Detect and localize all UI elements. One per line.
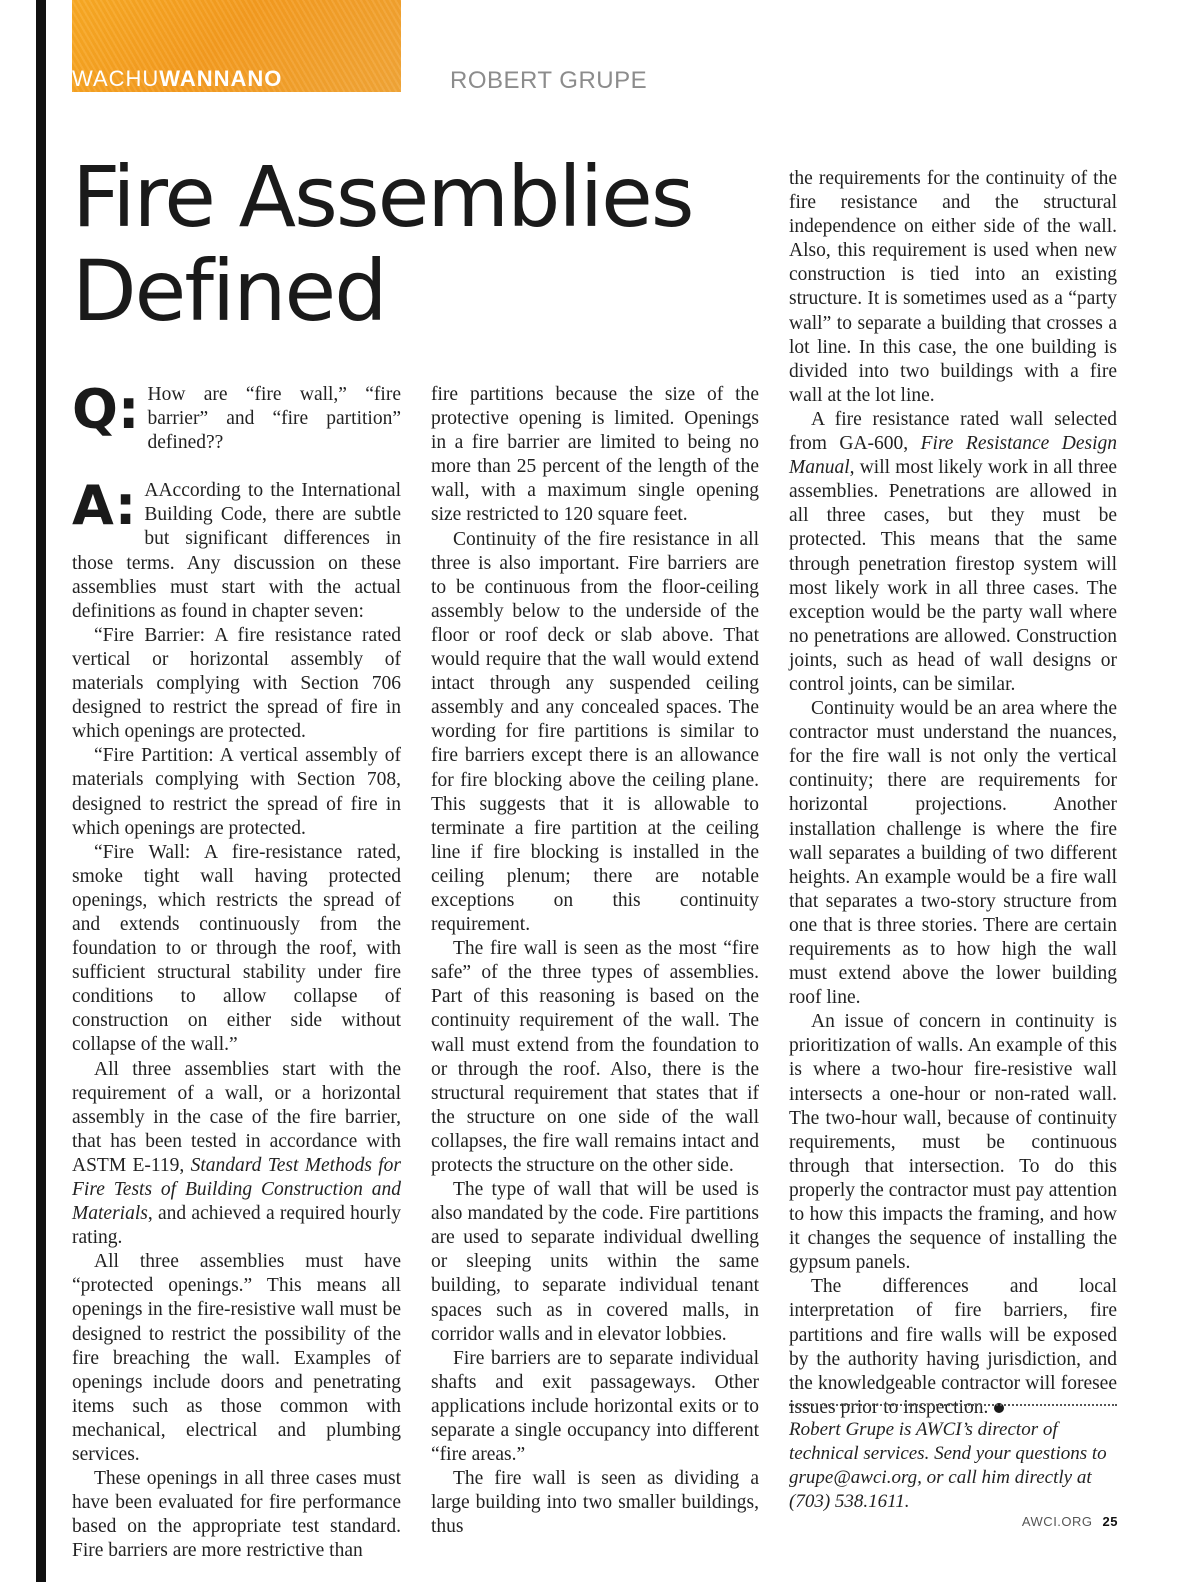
author-bio: Robert Grupe is AWCI’s director of technical services. Send your questions to grupe@awci.org, or call him directly at (703) 538.1611. <box>789 1419 1107 1512</box>
title-line-2: Defined <box>72 242 386 340</box>
all-three-text-b: , and achieved a required hourly rating. <box>72 1203 401 1249</box>
left-margin-bar <box>36 0 46 1582</box>
paragraph-ga600 <box>789 408 1117 697</box>
paragraph-dividing-continued: the requirements for the continuity of the fire resistance and the structural independence on either side of the wall. Also, this requirement is used when new construction is tied into an existing structure. It is sometimes used as a “party wall” to separate a building that crosses a lot line. In this case, the one building is divided into two buildings with a fire wall at the lot line. <box>789 168 1117 406</box>
text-column-2 <box>431 383 759 1540</box>
author-name: ROBERT GRUPE <box>450 67 648 94</box>
all-three-text-a: All three assemblies start with the requirement of a wall, or a horizontal assembly in the case of the fire barrier, that has been tested in accordance with ASTM E-119, <box>72 1058 401 1176</box>
astm-title: Standard Test Methods for Fire Tests of Building Construction and Materials <box>72 1154 401 1225</box>
paragraph-local-interpretation <box>789 1275 1117 1420</box>
q-letter: Q: <box>72 378 140 441</box>
paragraph-prioritization: An issue of concern in continuity is prioritization of walls. An example of this is where a two-hour fire-resistive wall intersects a one-hour or non-rated wall. The two-hour wall, because of continuity requirements, must be continuous through that intersection. To do this properly the contractor must pay attention to how this impacts the framing, and how it changes the sequence of installing the gypsum panels. <box>789 1011 1117 1274</box>
column-name-light: WACHU <box>72 66 160 91</box>
page-number: 25 <box>1102 1514 1118 1529</box>
paragraph-dividing: The fire wall is seen as dividing a large building into two smaller buildings, thus <box>431 1468 759 1538</box>
paragraph-continuity: Continuity of the fire resistance in all three is also important. Fire barriers are to be continuous from the floor-ceiling assembly below to the underside of the floor or roof deck or slab above. That would require that the wall would extend intact through any suspended ceiling assembly and any concealed spaces. The wording for fire partitions is similar to fire barriers except there is an allowance for fire blocking above the ceiling plane. This suggests that it is allowable to terminate a fire partition at the ceiling line if fire blocking is installed in the ceiling plenum; there are notable exceptions on this continuity requirement. <box>431 528 759 936</box>
local-text: The differences and local interpretation of fire barriers, fire partitions and fire walls will be exposed by the authority having jurisdiction, and the knowledgeable contractor will foresee issues prior to inspection. <box>789 1276 1117 1418</box>
paragraph-all-three <box>72 1058 401 1251</box>
column-header-band <box>72 0 401 92</box>
a-letter: A: <box>72 474 137 538</box>
ga600-text-b: , will most likely work in all three assemblies. Penetrations are allowed in all three cases, but they must be protected. This means that the same through penetration firestop system will most likely work in all three cases. The exception would be the party wall where no penetrations are allowed. Construction joints, such as head of wall designs or control joints, can be similar. <box>789 457 1117 695</box>
article-title <box>72 150 752 338</box>
question-block <box>72 378 401 455</box>
paragraph-most-fire-safe: The fire wall is seen as the most “fire safe” of the three types of assemblies. Part of this reasoning is based on the continuity requirement of the wall. The wall must extend from the foundation to or through the roof. Also, there is the structural requirement that states that if the structure on one side of the wall collapses, the fire wall remains intact and protects the structure on the other side. <box>431 938 759 1176</box>
paragraph-fire-partition: “Fire Partition: A vertical assembly of materials complying with Section 708, designed to restrict the spread of fire in which openings are protected. <box>72 745 401 839</box>
paragraph-evaluated-continued: fire partitions because the size of the protective opening is limited. Openings in a fire barrier are limited to being no more than 25 percent of the length of the wall, with a maximum single opening size restricted to 120 square feet. <box>431 384 759 526</box>
page-footer <box>1022 1514 1118 1529</box>
paragraph-wall-type: The type of wall that will be used is also mandated by the code. Fire partitions are used to separate individual dwelling or sleeping units within the same building, to separate individual tenant spaces such as in covered malls, in corridor walls and in elevator lobbies. <box>431 1179 759 1345</box>
paragraph-evaluated: These openings in all three cases must have been evaluated for fire performance based on the appropriate test standard. Fire barriers are more restrictive than <box>72 1468 401 1562</box>
answer-intro: AAccording to the International Building Code, there are subtle but significant differences in those terms. Any discussion on these assemblies must start with the actual definitions as found in chapter seven: <box>72 480 401 622</box>
paragraph-nuances: Continuity would be an area where the contractor must understand the nuances, for the fire wall is not only the vertical continuity; there are requirements for horizontal projections. Another installation challenge is where the fire wall separates a building of two different heights. An example would be a fire wall that separates a two-story structure from one that is three stories. There are certain requirements as to how high the wall must extend above the lower building roof line. <box>789 698 1117 1009</box>
paragraph-fire-wall: “Fire Wall: A fire-resistance rated, smoke tight wall having protected openings, which restricts the spread of and extends continuously from the foundation to or through the roof, with sufficient structural stability under fire conditions to allow collapse of construction on either side without collapse of the wall.” <box>72 841 401 1056</box>
column-name <box>72 68 282 90</box>
paragraph-openings: All three assemblies must have “protected openings.” This means all openings in the fire-resistive wall must be designed to restrict the possibility of the fire breaching the wall. Examples of openings include doors and penetrating items such as those common with mechanical, electrical and plumbing services. <box>72 1251 401 1466</box>
column-name-bold: WANNANO <box>159 66 283 91</box>
paragraph-shafts: Fire barriers are to separate individual shafts and exit passageways. Other applications include horizontal exits or to separate a single occupancy into different “fire areas.” <box>431 1347 759 1466</box>
title-line-1: Fire Assemblies <box>72 148 693 246</box>
paragraph-fire-barrier: “Fire Barrier: A fire resistance rated vertical or horizontal assembly of materials complying with Section 706 designed to restrict the spread of fire in which openings are protected. <box>72 624 401 743</box>
bio-divider <box>789 1404 1117 1406</box>
answer-block <box>72 474 401 624</box>
footer-site: AWCI.ORG <box>1021 1514 1093 1529</box>
text-column-3 <box>789 167 1117 1420</box>
ga600-text-a: A fire resistance rated wall selected from GA-600, <box>789 408 1117 455</box>
question-text: How are “fire wall,” “fire barrier” and “fire partition” defined?? <box>147 384 401 454</box>
text-column-1 <box>72 378 401 1564</box>
ga600-title: Fire Resistance Design Manual <box>789 433 1117 479</box>
